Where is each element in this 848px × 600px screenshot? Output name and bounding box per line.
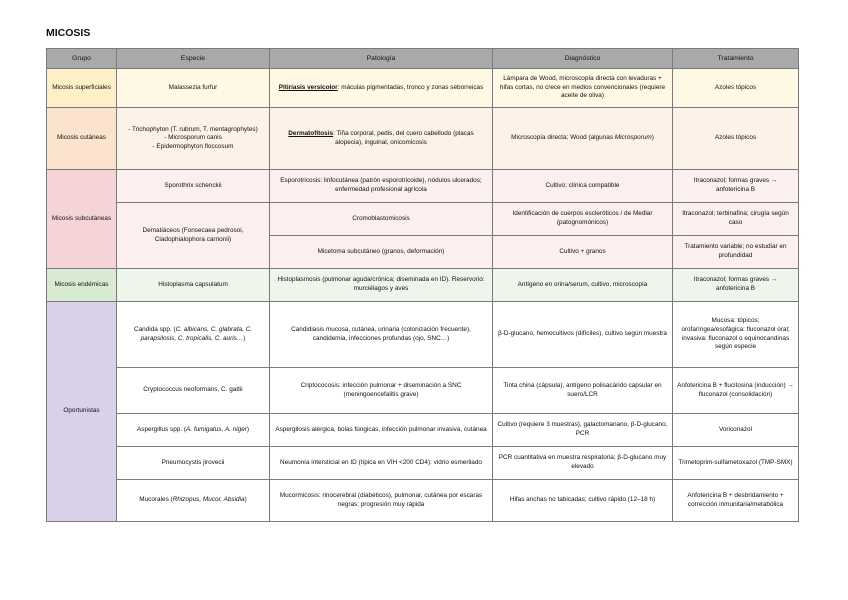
header-patologia: Patología: [270, 49, 493, 69]
group-cell-oportunistas: Oportunistas: [47, 302, 117, 522]
diagnostico-cell: Cultivo (requiere 3 muestras), galactomanano, β-D-glucano, PCR: [493, 414, 673, 447]
tratamiento-cell: Mucosa: tópicos; orofaríngea/esofágica: fluconazol oral; invasiva: fluconazol o equinocandinas según especie: [673, 302, 799, 368]
table-row: [47, 480, 799, 522]
page-title: MICOSIS: [46, 27, 91, 39]
especie-cell: Cryptococcus neoformans, C. gattii: [117, 368, 270, 414]
tratamiento-cell: Itraconazol; terbinafina; cirugía según caso: [673, 203, 799, 236]
especie-italic: C. albicans, C. glabrata, C. parapsilosis, C. tropicalis, C. auris…: [140, 325, 252, 342]
table-row: [47, 170, 799, 203]
table-row: [47, 269, 799, 302]
especie-cell: Histoplasma capsulatum: [117, 269, 270, 302]
table-row: [47, 368, 799, 414]
group-cell-subcutaneas: Micosis subcutáneas: [47, 170, 117, 269]
patologia-desc: : máculas pigmentadas, tronco y zonas seborreicas: [337, 83, 484, 91]
tratamiento-cell: Azoles tópicos: [673, 69, 799, 108]
patologia-cell: Esporotricosis: linfocutánea (patrón esporotricoide), nódulos ulcerados; enfermedad profesional agrícola: [270, 170, 493, 203]
patologia-desc: : Tiña corporal, pedis, del cuero cabelludo (placas alopecia), inguinal, onicomicosis: [333, 129, 474, 146]
dx-italic: Microsporum: [614, 134, 652, 142]
especie-italic: Rhizopus, Mucor, Absidia: [172, 496, 245, 504]
header-tratamiento: Tratamiento: [673, 49, 799, 69]
especie-cell: [117, 414, 270, 447]
tratamiento-cell: Itraconazol; formas graves → anfotericina B: [673, 269, 799, 302]
table-row: [47, 69, 799, 108]
especie-text: Aspergillus spp. (: [136, 425, 187, 433]
diagnostico-cell: PCR cuantitativa en muestra respiratoria; β-D-glucano muy elevado: [493, 447, 673, 480]
diagnostico-cell: Antígeno en orina/serum, cultivo, microscopía: [493, 269, 673, 302]
diagnostico-cell: Identificación de cuerpos escleróticos / de Medlar (patognomónicos): [493, 203, 673, 236]
table-row: [47, 108, 799, 170]
patologia-name: Dermatofitosis: [288, 129, 334, 137]
tratamiento-cell: Trimetoprim-sulfametoxazol (TMP-SMX): [673, 447, 799, 480]
especie-text: Candida spp. (: [134, 325, 176, 333]
table-row: [47, 447, 799, 480]
diagnostico-cell: [493, 108, 673, 170]
diagnostico-cell: Cultivo; clínica compatible: [493, 170, 673, 203]
header-especie: Especie: [117, 49, 270, 69]
tratamiento-cell: Azoles tópicos: [673, 108, 799, 170]
table-row: [47, 414, 799, 447]
group-cell-superficiales: Micosis superficiales: [47, 69, 117, 108]
patologia-cell: Histoplasmosis (pulmonar aguda/crónica; diseminada en ID). Reservorio: murciélagos y aves: [270, 269, 493, 302]
patologia-cell: Cromoblastomicosis: [270, 203, 493, 236]
micosis-table: [46, 48, 799, 522]
dx-text: Microscopía directa; Wood (algunas: [511, 134, 615, 142]
diagnostico-cell: Hifas anchas no tabicadas; cultivo rápido (12–18 h): [493, 480, 673, 522]
tratamiento-cell: Voriconazol: [673, 414, 799, 447]
especie-cell: [117, 302, 270, 368]
table-row: [47, 203, 799, 236]
especie-text: ): [246, 425, 250, 433]
especie-cell: Pneumocystis jirovecii: [117, 447, 270, 480]
diagnostico-cell: β-D-glucano, hemocultivos (difíciles), cultivo según muestra: [493, 302, 673, 368]
tratamiento-cell: Anfotericina B + flucitosina (inducción) → fluconazol (consolidación): [673, 368, 799, 414]
patologia-cell: Micetoma subcutáneo (granos, deformación): [270, 236, 493, 269]
patologia-cell: [270, 108, 493, 170]
header-grupo: Grupo: [47, 49, 117, 69]
especie-text: Mucorales (: [139, 496, 173, 504]
diagnostico-cell: Cultivo + granos: [493, 236, 673, 269]
especie-cell: Sporothrix schenckii: [117, 170, 270, 203]
especie-cell: Dematiáceos (Fonsecaea pedrosoi, Cladophialophora carrionii): [117, 203, 270, 269]
tratamiento-cell: Anfotericina B + desbridamiento + corrección inmunitaria/metabólica: [673, 480, 799, 522]
especie-cell: Malassezia furfur: [117, 69, 270, 108]
tratamiento-cell: Tratamiento variable; no estudiar en profundidad: [673, 236, 799, 269]
patologia-cell: Criptococosis: infección pulmonar + diseminación a SNC (meningoencefalitis grave): [270, 368, 493, 414]
header-diagnostico: Diagnóstico: [493, 49, 673, 69]
dx-text: ): [651, 134, 654, 142]
group-cell-endemicas: Micosis endémicas: [47, 269, 117, 302]
especie-cell: - Trichophyton (T. rubrum, T. mentagrophytes) - Microsporum canis - Epidermophyton floccosum: [117, 108, 270, 170]
especie-italic: A. fumigatus, A. niger: [186, 425, 247, 433]
diagnostico-cell: Tinta china (cápsula), antígeno polisacárido capsular en suero/LCR: [493, 368, 673, 414]
especie-text: ): [244, 496, 247, 504]
header-row: [47, 49, 799, 69]
especie-cell: [117, 480, 270, 522]
tratamiento-cell: Itraconazol; formas graves → anfotericina B: [673, 170, 799, 203]
diagnostico-cell: Lámpara de Wood, microscopía directa con levaduras + hifas cortas, no crece en medios convencionales (requiere aceite de oliva): [493, 69, 673, 108]
patologia-cell: Mucormicosis: rinocerebral (diabéticos), pulmonar, cutánea por escaras negras; progresión muy rápida: [270, 480, 493, 522]
patologia-cell: Neumonía intersticial en ID (típica en VIH <200 CD4): vidrio esmerilado: [270, 447, 493, 480]
patologia-name: Pitiriasis versicolor: [278, 83, 338, 91]
especie-text: ): [243, 334, 246, 342]
group-cell-cutaneas: Micosis cutáneas: [47, 108, 117, 170]
patologia-cell: Aspergilosis alérgica, bolas fúngicas, infección pulmonar invasiva, cutánea: [270, 414, 493, 447]
patologia-cell: [270, 69, 493, 108]
patologia-cell: Candidiasis mucosa, cutánea, urinaria (colonización frecuente), candidemia, infecciones profundas (ojo, SNC…): [270, 302, 493, 368]
table-row: [47, 302, 799, 368]
